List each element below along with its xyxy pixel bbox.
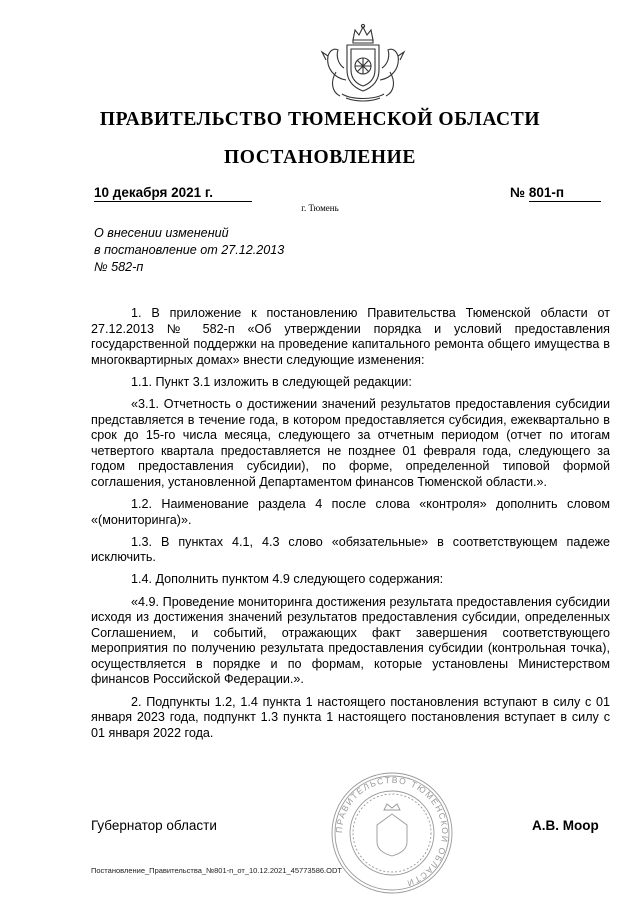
signatory-name: А.В. Моор xyxy=(532,818,599,833)
body-paragraph: «4.9. Проведение мониторинга достижения результата предоставления субсидии исходя из достижения значений результатов предоставления субсидии, определенных Соглашением, и событий, отражающих факт завершения соответствующего мероприятия по получению результата предоставления субсидии (контрольная точка), осуществляется в порядке и по формам, которые установлены Министерством финансов Российской Федерации.». xyxy=(91,594,610,687)
document-type-title: ПОСТАНОВЛЕНИЕ xyxy=(223,147,417,168)
coat-of-arms-icon xyxy=(316,22,410,102)
document-subject xyxy=(94,225,284,276)
body-paragraph: 1. В приложение к постановлению Правительства Тюменской области от 27.12.2013 № 582-п «Об утверждении порядка и условий предоставления государственной поддержки на проведение капитального ремонта общего имущества в многоквартирных домах» внести следующие изменения: xyxy=(91,306,610,367)
number-value-text: 801-п xyxy=(528,185,565,200)
body-paragraph: 2. Подпункты 1.2, 1.4 пункта 1 настоящего постановления вступают в силу с 01 января 2023 года, подпункт 1.3 пункта 1 настоящего постановления вступает в силу с 01 января 2022 года. xyxy=(91,694,610,740)
number-prefix: № xyxy=(510,185,526,200)
document-body xyxy=(91,306,610,748)
body-paragraph: «3.1. Отчетность о достижении значений результатов предоставления субсидии представляется в течение года, в котором предоставляется субсидия, ежеквартально в срок до 15-го числа месяца, следующего за отчетным периодом (отчет по итогам четвертого квартала предоставляется не позднее 01 февраля года, следующего за годом предоставления субсидии), по форме, определенной типовой формой соглашения, установленной Департаментом финансов Тюменской области.». xyxy=(91,396,610,489)
government-title: ПРАВИТЕЛЬСТВО ТЮМЕНСКОЙ ОБЛАСТИ xyxy=(99,109,541,130)
subject-line: О внесении изменений xyxy=(94,226,229,240)
document-date: 10 декабря 2021 г. xyxy=(94,184,252,202)
body-paragraph: 1.3. В пунктах 4.1, 4.3 слово «обязательные» в соответствующем падеже исключить. xyxy=(91,534,610,565)
signatory-title: Губернатор области xyxy=(91,818,217,833)
document-number xyxy=(510,184,601,202)
body-paragraph: 1.2. Наименование раздела 4 после слова «контроля» дополнить словом «(мониторинга)». xyxy=(91,497,610,527)
number-value xyxy=(529,184,601,202)
stamp-text: ПРАВИТЕЛЬСТВО ТЮМЕНСКОЙ ОБЛАСТИ xyxy=(333,774,451,889)
issue-city: г. Тюмень xyxy=(301,203,339,213)
subject-line: № 582-п xyxy=(94,260,144,274)
body-paragraph: 1.4. Дополнить пунктом 4.9 следующего содержания: xyxy=(131,572,444,587)
body-paragraph: 1.1. Пункт 3.1 изложить в следующей редакции: xyxy=(131,374,412,389)
subject-line: в постановление от 27.12.2013 xyxy=(94,243,285,257)
footer-file-name: Постановление_Правительства_№801-п_от_10.12.2021_45773586.ODT xyxy=(91,866,342,875)
official-stamp-icon xyxy=(329,770,455,896)
